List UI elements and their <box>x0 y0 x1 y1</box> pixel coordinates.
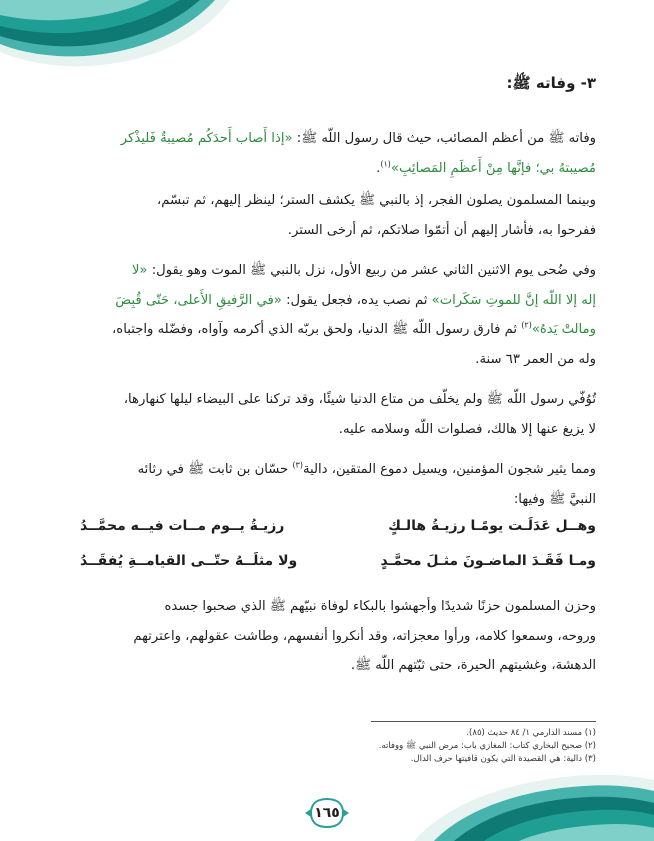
poem-hemistich: وهــل عَدَلَـت يومًـا رزيـةُ هالـكٍ <box>388 517 596 534</box>
footnote-1: (١) مسند الدارمي ١/ ٨٤ حديث (٨٥). <box>466 728 596 738</box>
footnote-divider <box>371 721 596 722</box>
footnote-ref-2[interactable]: (٢) <box>521 320 532 330</box>
footnote-ref-1[interactable]: (١) <box>380 159 391 169</box>
footnote-ref-3[interactable]: (٣) <box>292 460 303 470</box>
hadith-quote-2: «لا <box>131 263 148 278</box>
poem-line-2 <box>80 543 596 578</box>
poem-hemistich: رزيـةُ يــوم مــات فيــه محمَّــدُ <box>80 517 285 534</box>
page-number: ١٦٥ <box>314 805 340 821</box>
poem-hemistich: ومـا فَقَـدَ الماضـونَ مثـلَ محمَّـدٍ <box>380 552 596 569</box>
p2-line-2: ففرحوا به، فأشار إليهم أن أتمّوا صلاتكم، ثم أرخى الستر. <box>287 222 596 238</box>
p2-line-1: وبينما المسلمون يصلون الفجر، إذ بالنبي ﷺ يكشف الستر؛ لينظر إليهم، ثم تبسّم، <box>157 193 596 208</box>
hadith-quote-3: «في الرَّفيقِ الأَعلى، حَتّى قُبِضَ <box>115 292 282 308</box>
footnote-3: (٣) دالية: هي القصيدة التي يكون قافيتها حرف الدال. <box>410 754 596 764</box>
p1-text: وفاته ﷺ من أعظم المصائب، حيث قال رسول اللّه ﷺ: <box>292 131 596 146</box>
paragraph-6: وحزن المسلمون حزنًا شديدًا وأجهشوا بالبكاء لوفاة نبيّهم ﷺ الذي صحبوا جسده وروحه، وسمعوا كلامه، ورأوا معجزاته، وقد أنكروا أنفسهم، وطاشت عقولهم، واعترتهم الدهشة، وغشيتهم الحيرة، حتى ثبّتهم اللّه ﷺ. <box>133 599 596 673</box>
paragraph-2 <box>58 186 596 245</box>
paragraph-3: وفي ضُحى يوم الاثنين الثاني عشر من ربيع الأول، نزل بالنبي ﷺ الموت وهو يقول: «لا إله إلا اللّه إنَّ للموتِ سَكَرات» ثم نصب يده، فجعل يقول: «في الرَّفيقِ الأَعلى، حَتّى قُبِضَ ومالتْ يَدهُ»$^{(٢)}$ ثم فارق رسول اللّه ﷺ الدنيا، ولحق بربّه الذي أكرمه وآواه، وفضّله واجتباه، وله من العمر ٦٣ سنة. <box>112 263 596 367</box>
bottom-right-ornament <box>414 766 654 841</box>
poem <box>80 508 596 578</box>
poem-hemistich: ولا مثلَــهُ حتّــى القيامــةِ يُفقَــدُ <box>80 552 298 569</box>
poem-line-1 <box>80 508 596 543</box>
top-left-ornament <box>0 0 230 70</box>
hadith-quote-1-cont: مُصيبتهُ بي؛ فإنَّها مِنْ أَعظَمِ المَصائِبِ» <box>390 160 596 176</box>
paragraph-1: وفاته ﷺ من أعظم المصائب، حيث قال رسول اللّه ﷺ: «إذا أَصاب أَحدَكُم مُصيبةٌ فَليذْكر مُصيبتهُ بي؛ فإنَّها مِنْ أَعظَمِ المَصائِبِ»$^{(١)}$. <box>120 131 596 176</box>
hadith-quote-1: «إذا أَصاب أَحدَكُم مُصيبةٌ فَليذْكر <box>120 131 293 146</box>
paragraph-5: ومما يثير شجون المؤمنين، ويسيل دموع المتقين، دالية$^{(٣)}$ حسّان بن ثابت ﷺ في رثائه النبيَّ ﷺ وفيها: <box>137 460 596 507</box>
paragraph-4: تُوُفّي رسول اللّه ﷺ ولم يخلّف من متاع الدنيا شيئًا، وقد تركنا على البيضاء ليلها كنهارها، لا يزيغ عنها إلا هالك، فصلوات اللّه وسلامه عليه. <box>123 392 596 437</box>
page-number-badge <box>303 796 351 830</box>
footnote-2: (٢) صحيح البخاري كتاب: المغازي باب: مرض النبي ﷺ ووفاته. <box>378 741 596 751</box>
footnotes <box>379 727 596 766</box>
section-heading: ٣- وفاته ﷺ: <box>506 74 596 92</box>
